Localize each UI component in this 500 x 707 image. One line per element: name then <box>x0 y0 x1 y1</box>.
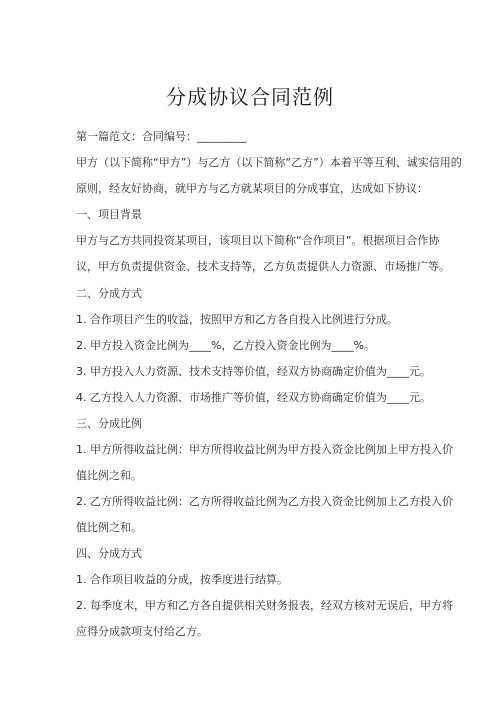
section-heading-ratio: 三、分成比例 <box>76 417 142 430</box>
ratio-item-1-line-1: 1. 甲方所得收益比例：甲方所得收益比例为甲方投入资金比例加上甲方投入价 <box>76 443 453 456</box>
ratio-item-2-line-1: 2. 乙方所得收益比例：乙方所得收益比例为乙方投入资金比例加上乙方投入价 <box>76 495 453 508</box>
document-title: 分成协议合同范例 <box>166 85 334 109</box>
intro-line-1: 甲方（以下简称“甲方”）与乙方（以下简称“乙方”）本着平等互利、诚实信用的 <box>76 156 462 169</box>
settlement-item-1: 1. 合作项目收益的分成，按季度进行结算。 <box>76 573 288 586</box>
method-item-2: 2. 甲方投入资金比例为____%，乙方投入资金比例为____%。 <box>76 339 375 352</box>
ratio-item-2-line-2: 值比例之和。 <box>76 521 142 534</box>
ratio-item-1-line-2: 值比例之和。 <box>76 469 142 482</box>
settlement-item-2-line-1: 2. 每季度末，甲方和乙方各自提供相关财务报表，经双方核对无误后，甲方将 <box>76 599 453 612</box>
section-heading-settlement: 四、分成方式 <box>76 547 142 560</box>
method-item-1: 1. 合作项目产生的收益，按照甲方和乙方各自投入比例进行分成。 <box>76 313 398 326</box>
section-heading-method: 二、分成方式 <box>76 287 142 300</box>
section-heading-background: 一、项目背景 <box>76 208 142 221</box>
method-item-4: 4. 乙方投入人力资源、市场推广等价值，经双方协商确定价值为____元。 <box>76 391 431 404</box>
background-line-2: 议，甲方负责提供资金、技术支持等，乙方负责提供人力资源、市场推广等。 <box>76 260 450 273</box>
background-line-1: 甲方与乙方共同投资某项目，该项目以下简称“合作项目”。根据项目合作协 <box>76 234 440 247</box>
intro-line-2: 原则，经友好协商，就甲方与乙方就某项目的分成事宜，达成如下协议： <box>76 182 428 195</box>
settlement-item-2-line-2: 应得分成款项支付给乙方。 <box>76 625 208 638</box>
method-item-3: 3. 甲方投入人力资源、技术支持等价值，经双方协商确定价值为____元。 <box>76 365 431 378</box>
contract-number-line: 第一篇范文：合同编号：_________ <box>76 130 247 143</box>
